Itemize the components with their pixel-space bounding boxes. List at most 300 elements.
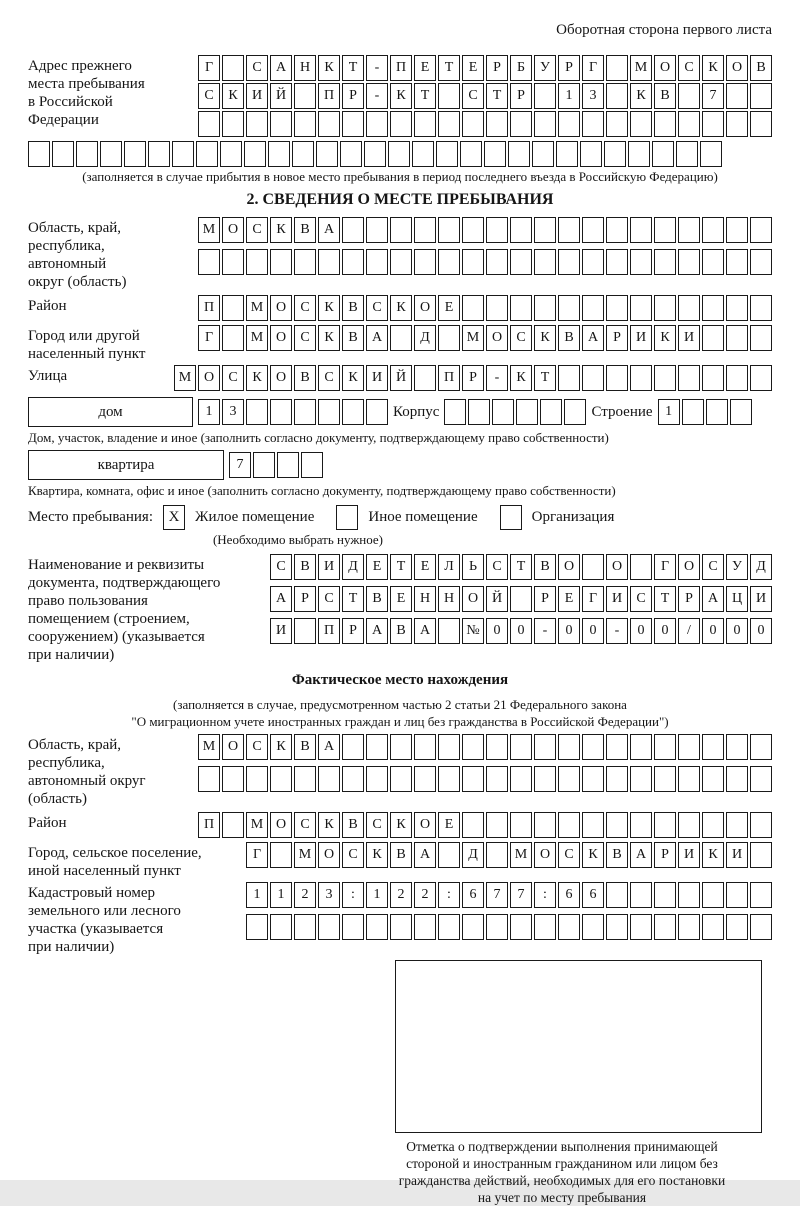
char-box[interactable] bbox=[196, 141, 218, 167]
char-box[interactable]: В bbox=[294, 365, 316, 391]
char-box[interactable] bbox=[702, 734, 724, 760]
char-box[interactable]: К bbox=[342, 365, 364, 391]
char-box[interactable] bbox=[534, 249, 556, 275]
char-box[interactable] bbox=[486, 111, 508, 137]
char-box[interactable] bbox=[750, 217, 772, 243]
char-box[interactable]: В bbox=[366, 586, 388, 612]
char-box[interactable]: О bbox=[414, 812, 436, 838]
char-box[interactable]: Р bbox=[534, 586, 556, 612]
char-box[interactable]: № bbox=[462, 618, 484, 644]
char-box[interactable] bbox=[222, 812, 244, 838]
char-box[interactable] bbox=[390, 766, 412, 792]
char-box[interactable] bbox=[750, 249, 772, 275]
char-box[interactable]: Р bbox=[558, 55, 580, 81]
char-box[interactable]: 1 bbox=[558, 83, 580, 109]
char-box[interactable]: 0 bbox=[510, 618, 532, 644]
char-box[interactable]: С bbox=[486, 554, 508, 580]
char-box[interactable] bbox=[414, 365, 436, 391]
char-box[interactable]: 0 bbox=[726, 618, 748, 644]
char-box[interactable] bbox=[558, 914, 580, 940]
char-box[interactable]: Г bbox=[198, 55, 220, 81]
char-box[interactable] bbox=[294, 766, 316, 792]
char-box[interactable] bbox=[606, 734, 628, 760]
char-box[interactable]: Р bbox=[486, 55, 508, 81]
char-box[interactable]: 3 bbox=[582, 83, 604, 109]
char-box[interactable] bbox=[678, 812, 700, 838]
char-box[interactable] bbox=[294, 83, 316, 109]
char-box[interactable]: К bbox=[366, 842, 388, 868]
checkbox-zhiloe-pomeshchenie[interactable]: X bbox=[163, 505, 185, 530]
char-box[interactable] bbox=[366, 734, 388, 760]
char-box[interactable]: К bbox=[654, 325, 676, 351]
char-box[interactable]: И bbox=[606, 586, 628, 612]
char-box[interactable] bbox=[462, 812, 484, 838]
char-box[interactable] bbox=[726, 914, 748, 940]
char-box[interactable] bbox=[486, 812, 508, 838]
char-box[interactable] bbox=[270, 249, 292, 275]
char-box[interactable] bbox=[462, 111, 484, 137]
checkbox-inoe-pomeshchenie[interactable] bbox=[336, 505, 358, 530]
char-box[interactable]: И bbox=[318, 554, 340, 580]
char-box[interactable] bbox=[414, 914, 436, 940]
char-box[interactable]: И bbox=[678, 842, 700, 868]
char-box[interactable] bbox=[556, 141, 578, 167]
char-box[interactable]: В bbox=[342, 325, 364, 351]
char-box[interactable] bbox=[462, 914, 484, 940]
char-box[interactable]: М bbox=[630, 55, 652, 81]
char-box[interactable]: Т bbox=[342, 586, 364, 612]
char-box[interactable]: С bbox=[270, 554, 292, 580]
char-box[interactable] bbox=[558, 111, 580, 137]
char-box[interactable]: С bbox=[702, 554, 724, 580]
char-box[interactable]: 7 bbox=[229, 452, 251, 478]
char-box[interactable]: 1 bbox=[198, 399, 220, 425]
char-box[interactable] bbox=[342, 766, 364, 792]
char-box[interactable]: П bbox=[198, 812, 220, 838]
char-box[interactable]: Е bbox=[438, 812, 460, 838]
char-box[interactable]: М bbox=[294, 842, 316, 868]
char-box[interactable] bbox=[652, 141, 674, 167]
char-box[interactable] bbox=[246, 766, 268, 792]
char-box[interactable]: В bbox=[342, 295, 364, 321]
char-box[interactable] bbox=[414, 734, 436, 760]
char-box[interactable] bbox=[270, 842, 292, 868]
char-box[interactable] bbox=[390, 111, 412, 137]
char-box[interactable] bbox=[28, 141, 50, 167]
char-box[interactable]: Е bbox=[558, 586, 580, 612]
char-box[interactable] bbox=[654, 295, 676, 321]
char-box[interactable] bbox=[438, 618, 460, 644]
char-box[interactable] bbox=[750, 882, 772, 908]
char-box[interactable] bbox=[244, 141, 266, 167]
char-box[interactable] bbox=[390, 249, 412, 275]
char-box[interactable]: К bbox=[510, 365, 532, 391]
char-box[interactable]: 6 bbox=[582, 882, 604, 908]
char-box[interactable] bbox=[700, 141, 722, 167]
char-box[interactable] bbox=[654, 812, 676, 838]
char-box[interactable] bbox=[438, 83, 460, 109]
char-box[interactable]: И bbox=[366, 365, 388, 391]
char-box[interactable]: К bbox=[630, 83, 652, 109]
char-box[interactable] bbox=[702, 766, 724, 792]
char-box[interactable] bbox=[682, 399, 704, 425]
char-box[interactable]: В bbox=[294, 217, 316, 243]
char-box[interactable] bbox=[364, 141, 386, 167]
char-box[interactable]: В bbox=[294, 734, 316, 760]
char-box[interactable] bbox=[654, 217, 676, 243]
char-box[interactable]: О bbox=[414, 295, 436, 321]
char-box[interactable] bbox=[750, 734, 772, 760]
char-box[interactable]: 1 bbox=[270, 882, 292, 908]
char-box[interactable] bbox=[582, 766, 604, 792]
char-box[interactable]: 2 bbox=[414, 882, 436, 908]
char-box[interactable] bbox=[606, 249, 628, 275]
char-box[interactable]: 3 bbox=[318, 882, 340, 908]
char-box[interactable]: А bbox=[318, 217, 340, 243]
char-box[interactable]: В bbox=[390, 842, 412, 868]
char-box[interactable]: С bbox=[246, 217, 268, 243]
char-box[interactable] bbox=[366, 249, 388, 275]
char-box[interactable] bbox=[462, 734, 484, 760]
char-box[interactable]: Т bbox=[438, 55, 460, 81]
char-box[interactable] bbox=[486, 295, 508, 321]
char-box[interactable] bbox=[540, 399, 562, 425]
char-box[interactable] bbox=[438, 842, 460, 868]
char-box[interactable]: 0 bbox=[558, 618, 580, 644]
char-box[interactable] bbox=[532, 141, 554, 167]
char-box[interactable]: К bbox=[702, 842, 724, 868]
char-box[interactable] bbox=[678, 295, 700, 321]
char-box[interactable] bbox=[606, 766, 628, 792]
char-box[interactable] bbox=[486, 842, 508, 868]
char-box[interactable] bbox=[750, 325, 772, 351]
char-box[interactable] bbox=[222, 766, 244, 792]
char-box[interactable] bbox=[606, 55, 628, 81]
char-box[interactable]: Е bbox=[414, 554, 436, 580]
char-box[interactable] bbox=[630, 882, 652, 908]
checkbox-organizatsiya[interactable] bbox=[500, 505, 522, 530]
char-box[interactable]: Р bbox=[294, 586, 316, 612]
char-box[interactable]: 1 bbox=[366, 882, 388, 908]
char-box[interactable] bbox=[246, 111, 268, 137]
char-box[interactable]: М bbox=[462, 325, 484, 351]
char-box[interactable]: С bbox=[246, 734, 268, 760]
char-box[interactable]: С bbox=[678, 55, 700, 81]
char-box[interactable]: А bbox=[702, 586, 724, 612]
char-box[interactable] bbox=[606, 295, 628, 321]
char-box[interactable] bbox=[726, 325, 748, 351]
char-box[interactable]: Й bbox=[486, 586, 508, 612]
char-box[interactable] bbox=[390, 734, 412, 760]
char-box[interactable]: С bbox=[510, 325, 532, 351]
char-box[interactable] bbox=[414, 249, 436, 275]
char-box[interactable]: К bbox=[582, 842, 604, 868]
char-box[interactable]: 0 bbox=[486, 618, 508, 644]
char-box[interactable] bbox=[246, 249, 268, 275]
char-box[interactable] bbox=[342, 111, 364, 137]
char-box[interactable]: И bbox=[726, 842, 748, 868]
char-box[interactable] bbox=[438, 325, 460, 351]
char-box[interactable] bbox=[726, 111, 748, 137]
char-box[interactable] bbox=[486, 249, 508, 275]
char-box[interactable] bbox=[606, 914, 628, 940]
char-box[interactable]: 0 bbox=[702, 618, 724, 644]
char-box[interactable]: О bbox=[462, 586, 484, 612]
char-box[interactable] bbox=[294, 111, 316, 137]
char-box[interactable]: Р bbox=[678, 586, 700, 612]
char-box[interactable]: Е bbox=[366, 554, 388, 580]
char-box[interactable] bbox=[462, 295, 484, 321]
char-box[interactable]: К bbox=[222, 83, 244, 109]
char-box[interactable]: Р bbox=[606, 325, 628, 351]
char-box[interactable] bbox=[654, 882, 676, 908]
char-box[interactable]: В bbox=[606, 842, 628, 868]
char-box[interactable] bbox=[318, 914, 340, 940]
char-box[interactable]: Н bbox=[414, 586, 436, 612]
char-box[interactable]: Д bbox=[750, 554, 772, 580]
char-box[interactable] bbox=[270, 111, 292, 137]
char-box[interactable]: Ц bbox=[726, 586, 748, 612]
char-box[interactable]: Р bbox=[654, 842, 676, 868]
char-box[interactable] bbox=[412, 141, 434, 167]
char-box[interactable] bbox=[510, 249, 532, 275]
char-box[interactable] bbox=[510, 586, 532, 612]
char-box[interactable] bbox=[726, 217, 748, 243]
char-box[interactable]: 7 bbox=[510, 882, 532, 908]
char-box[interactable] bbox=[534, 217, 556, 243]
char-box[interactable] bbox=[292, 141, 314, 167]
char-box[interactable]: А bbox=[318, 734, 340, 760]
char-box[interactable]: С bbox=[558, 842, 580, 868]
char-box[interactable]: 2 bbox=[294, 882, 316, 908]
char-box[interactable]: : bbox=[534, 882, 556, 908]
char-box[interactable] bbox=[342, 399, 364, 425]
char-box[interactable]: И bbox=[750, 586, 772, 612]
kvartira-type-box[interactable]: квартира bbox=[28, 450, 224, 480]
char-box[interactable] bbox=[510, 812, 532, 838]
char-box[interactable]: Е bbox=[414, 55, 436, 81]
char-box[interactable] bbox=[414, 766, 436, 792]
char-box[interactable]: А bbox=[582, 325, 604, 351]
char-box[interactable]: К bbox=[390, 83, 412, 109]
char-box[interactable] bbox=[678, 111, 700, 137]
char-box[interactable] bbox=[388, 141, 410, 167]
char-box[interactable]: С bbox=[462, 83, 484, 109]
char-box[interactable] bbox=[294, 249, 316, 275]
char-box[interactable] bbox=[486, 914, 508, 940]
char-box[interactable] bbox=[76, 141, 98, 167]
char-box[interactable] bbox=[582, 111, 604, 137]
char-box[interactable]: У bbox=[726, 554, 748, 580]
char-box[interactable] bbox=[268, 141, 290, 167]
char-box[interactable] bbox=[558, 365, 580, 391]
char-box[interactable]: П bbox=[390, 55, 412, 81]
char-box[interactable] bbox=[726, 734, 748, 760]
char-box[interactable]: О bbox=[654, 55, 676, 81]
char-box[interactable]: О bbox=[270, 365, 292, 391]
char-box[interactable] bbox=[340, 141, 362, 167]
char-box[interactable] bbox=[222, 295, 244, 321]
char-box[interactable] bbox=[750, 812, 772, 838]
char-box[interactable]: О bbox=[534, 842, 556, 868]
char-box[interactable]: Г bbox=[198, 325, 220, 351]
char-box[interactable] bbox=[52, 141, 74, 167]
char-box[interactable] bbox=[628, 141, 650, 167]
char-box[interactable] bbox=[486, 734, 508, 760]
char-box[interactable]: Й bbox=[270, 83, 292, 109]
char-box[interactable]: Р bbox=[462, 365, 484, 391]
char-box[interactable]: О bbox=[270, 295, 292, 321]
char-box[interactable]: 6 bbox=[558, 882, 580, 908]
char-box[interactable]: Т bbox=[510, 554, 532, 580]
char-box[interactable] bbox=[294, 618, 316, 644]
char-box[interactable]: П bbox=[198, 295, 220, 321]
char-box[interactable] bbox=[316, 141, 338, 167]
char-box[interactable] bbox=[726, 83, 748, 109]
char-box[interactable] bbox=[558, 734, 580, 760]
char-box[interactable] bbox=[318, 249, 340, 275]
char-box[interactable]: И bbox=[630, 325, 652, 351]
char-box[interactable] bbox=[124, 141, 146, 167]
char-box[interactable] bbox=[582, 249, 604, 275]
char-box[interactable] bbox=[654, 365, 676, 391]
char-box[interactable] bbox=[630, 554, 652, 580]
char-box[interactable] bbox=[222, 325, 244, 351]
char-box[interactable] bbox=[582, 295, 604, 321]
char-box[interactable] bbox=[534, 111, 556, 137]
char-box[interactable] bbox=[654, 734, 676, 760]
char-box[interactable] bbox=[630, 365, 652, 391]
char-box[interactable] bbox=[558, 217, 580, 243]
char-box[interactable]: 0 bbox=[750, 618, 772, 644]
char-box[interactable] bbox=[726, 766, 748, 792]
char-box[interactable] bbox=[270, 399, 292, 425]
char-box[interactable] bbox=[726, 812, 748, 838]
char-box[interactable]: М bbox=[198, 734, 220, 760]
char-box[interactable] bbox=[630, 766, 652, 792]
char-box[interactable]: - bbox=[606, 618, 628, 644]
char-box[interactable]: В bbox=[534, 554, 556, 580]
char-box[interactable] bbox=[558, 295, 580, 321]
char-box[interactable]: О bbox=[486, 325, 508, 351]
char-box[interactable]: О bbox=[270, 812, 292, 838]
char-box[interactable] bbox=[246, 399, 268, 425]
char-box[interactable]: С bbox=[318, 365, 340, 391]
char-box[interactable]: : bbox=[438, 882, 460, 908]
char-box[interactable]: К bbox=[390, 295, 412, 321]
char-box[interactable]: А bbox=[630, 842, 652, 868]
char-box[interactable] bbox=[462, 249, 484, 275]
char-box[interactable] bbox=[702, 914, 724, 940]
char-box[interactable]: К bbox=[318, 295, 340, 321]
char-box[interactable]: 2 bbox=[390, 882, 412, 908]
char-box[interactable] bbox=[438, 217, 460, 243]
char-box[interactable]: М bbox=[510, 842, 532, 868]
char-box[interactable]: К bbox=[318, 55, 340, 81]
char-box[interactable] bbox=[726, 365, 748, 391]
char-box[interactable]: К bbox=[534, 325, 556, 351]
char-box[interactable] bbox=[582, 365, 604, 391]
char-box[interactable] bbox=[582, 812, 604, 838]
char-box[interactable]: С bbox=[630, 586, 652, 612]
char-box[interactable]: С bbox=[294, 812, 316, 838]
char-box[interactable] bbox=[100, 141, 122, 167]
char-box[interactable]: Н bbox=[438, 586, 460, 612]
char-box[interactable]: Е bbox=[390, 586, 412, 612]
char-box[interactable]: О bbox=[558, 554, 580, 580]
char-box[interactable] bbox=[750, 842, 772, 868]
char-box[interactable] bbox=[342, 249, 364, 275]
char-box[interactable]: П bbox=[318, 83, 340, 109]
char-box[interactable]: Е bbox=[438, 295, 460, 321]
char-box[interactable] bbox=[630, 734, 652, 760]
char-box[interactable] bbox=[510, 111, 532, 137]
char-box[interactable] bbox=[468, 399, 490, 425]
char-box[interactable]: 3 bbox=[222, 399, 244, 425]
char-box[interactable]: - bbox=[366, 83, 388, 109]
char-box[interactable]: Н bbox=[294, 55, 316, 81]
char-box[interactable] bbox=[630, 812, 652, 838]
char-box[interactable] bbox=[486, 766, 508, 792]
char-box[interactable] bbox=[414, 217, 436, 243]
char-box[interactable] bbox=[730, 399, 752, 425]
char-box[interactable] bbox=[510, 734, 532, 760]
char-box[interactable] bbox=[436, 141, 458, 167]
char-box[interactable]: В bbox=[750, 55, 772, 81]
char-box[interactable]: С bbox=[198, 83, 220, 109]
char-box[interactable] bbox=[702, 249, 724, 275]
char-box[interactable]: Р bbox=[510, 83, 532, 109]
char-box[interactable] bbox=[676, 141, 698, 167]
char-box[interactable]: Г bbox=[654, 554, 676, 580]
char-box[interactable] bbox=[750, 365, 772, 391]
char-box[interactable] bbox=[462, 217, 484, 243]
char-box[interactable] bbox=[558, 766, 580, 792]
char-box[interactable]: И bbox=[678, 325, 700, 351]
char-box[interactable] bbox=[492, 399, 514, 425]
char-box[interactable] bbox=[366, 399, 388, 425]
char-box[interactable] bbox=[534, 766, 556, 792]
char-box[interactable] bbox=[390, 914, 412, 940]
char-box[interactable] bbox=[510, 295, 532, 321]
char-box[interactable] bbox=[484, 141, 506, 167]
char-box[interactable]: - bbox=[534, 618, 556, 644]
char-box[interactable]: Е bbox=[462, 55, 484, 81]
char-box[interactable] bbox=[580, 141, 602, 167]
char-box[interactable] bbox=[366, 914, 388, 940]
char-box[interactable] bbox=[301, 452, 323, 478]
char-box[interactable]: Г bbox=[582, 55, 604, 81]
char-box[interactable]: Р bbox=[342, 618, 364, 644]
char-box[interactable] bbox=[606, 365, 628, 391]
char-box[interactable] bbox=[678, 766, 700, 792]
char-box[interactable]: В bbox=[294, 554, 316, 580]
char-box[interactable]: А bbox=[414, 842, 436, 868]
char-box[interactable] bbox=[222, 249, 244, 275]
char-box[interactable] bbox=[582, 734, 604, 760]
char-box[interactable]: С bbox=[318, 586, 340, 612]
char-box[interactable]: 0 bbox=[654, 618, 676, 644]
char-box[interactable]: О bbox=[726, 55, 748, 81]
char-box[interactable] bbox=[750, 295, 772, 321]
char-box[interactable] bbox=[294, 399, 316, 425]
char-box[interactable] bbox=[198, 111, 220, 137]
char-box[interactable] bbox=[148, 141, 170, 167]
char-box[interactable]: С bbox=[222, 365, 244, 391]
char-box[interactable]: К bbox=[390, 812, 412, 838]
char-box[interactable] bbox=[534, 812, 556, 838]
char-box[interactable] bbox=[606, 111, 628, 137]
